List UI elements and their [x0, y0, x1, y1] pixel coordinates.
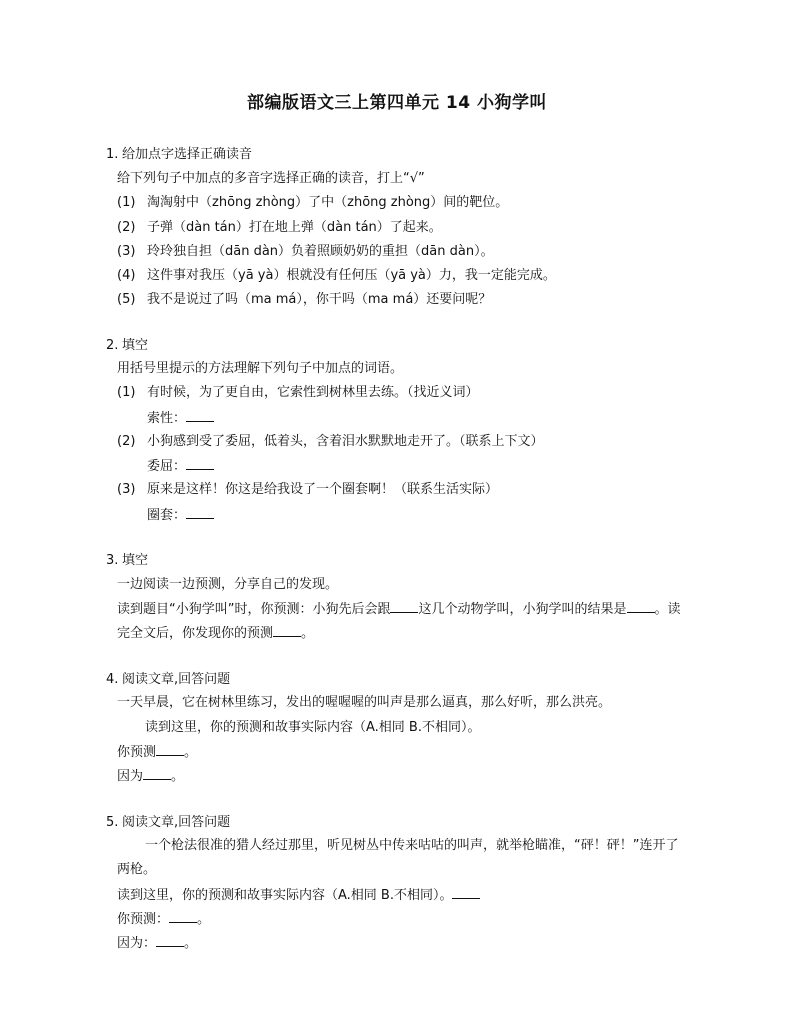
question-number: 4.	[106, 672, 119, 687]
item-mark: (2)	[117, 220, 136, 235]
item-text: 原来是这样！你这是给我设了一个圈套啊！（联系生活实际）	[147, 482, 499, 497]
question-number: 5.	[106, 815, 119, 830]
item-mark: (3)	[117, 244, 136, 259]
question-3-heading	[106, 552, 148, 570]
reason-label: 因为：	[117, 936, 157, 951]
answer-blank[interactable]	[169, 910, 197, 923]
question-1-item	[117, 243, 494, 261]
question-5-reason	[117, 934, 197, 953]
question-4-reason	[117, 767, 184, 786]
period: 。	[171, 769, 185, 784]
period: 。	[184, 745, 198, 760]
answer-blank[interactable]	[186, 506, 214, 519]
predict-label: 你预测	[117, 745, 157, 760]
paragraph-text: 读到题目“小狗学叫”时，你预测：小狗先后会跟	[117, 602, 391, 617]
question-4-heading	[106, 671, 230, 689]
question-title: 填空	[122, 553, 149, 568]
item-text: 有时候，为了更自由，它索性到树林里去练。（找近义词）	[147, 385, 479, 400]
item-mark: (1)	[117, 195, 136, 210]
question-title: 给加点字选择正确读音	[122, 147, 253, 162]
answer-blank[interactable]	[390, 600, 418, 613]
item-mark: (4)	[117, 268, 136, 283]
question-4-predict	[117, 743, 197, 762]
question-1-item	[117, 267, 556, 285]
item-text: 小狗感到受了委屈，低着头，含着泪水默默地走开了。（联系上下文）	[147, 434, 544, 449]
answer-blank[interactable]	[627, 600, 655, 613]
answer-label: 索性：	[147, 411, 187, 426]
question-5-predict	[117, 910, 210, 929]
reason-label: 因为	[117, 769, 144, 784]
question-1-heading	[106, 146, 252, 164]
question-title: 阅读文章,回答问题	[122, 815, 231, 830]
question-number: 2.	[106, 338, 119, 353]
answer-blank[interactable]	[156, 743, 184, 756]
question-4-prompt: 读到这里，你的预测和故事实际内容（A.相同 B.不相同）。	[145, 720, 481, 735]
item-mark: (1)	[117, 385, 136, 400]
item-mark: (2)	[117, 434, 136, 449]
item-text: 玲玲独自担（dān dàn）负着照顾奶奶的重担（dān dàn）。	[147, 244, 494, 259]
answer-line	[147, 457, 214, 476]
question-2-intro: 用括号里提示的方法理解下列句子中加点的词语。	[117, 361, 404, 376]
answer-blank[interactable]	[156, 934, 184, 947]
item-mark: (3)	[117, 482, 136, 497]
paragraph-text: 。	[301, 626, 315, 641]
answer-label: 委屈：	[147, 459, 187, 474]
paragraph-text: 完全文后，你发现你的预测	[117, 626, 274, 641]
question-5-passage-line-2: 两枪。	[117, 862, 157, 877]
question-title: 阅读文章,回答问题	[122, 672, 231, 687]
question-3-intro: 一边阅读一边预测，分享自己的发现。	[117, 577, 339, 592]
item-text: 子弹（dàn tán）打在地上弹（dàn tán）了起来。	[147, 220, 442, 235]
answer-blank[interactable]	[186, 457, 214, 470]
answer-line	[147, 409, 214, 428]
answer-blank[interactable]	[452, 886, 480, 899]
answer-blank[interactable]	[273, 624, 301, 637]
question-3-paragraph-line-1	[117, 600, 681, 619]
prompt-text: 读到这里，你的预测和故事实际内容（A.相同 B.不相同）。	[117, 888, 453, 903]
question-1-item	[117, 291, 491, 309]
question-2-item	[117, 384, 479, 402]
answer-line	[147, 506, 214, 525]
answer-blank[interactable]	[143, 767, 171, 780]
period: 。	[197, 912, 211, 927]
answer-label: 圈套：	[147, 508, 187, 523]
question-1-item	[117, 194, 508, 212]
question-number: 1.	[106, 147, 119, 162]
question-1-item	[117, 219, 442, 237]
question-5-prompt	[117, 886, 480, 905]
paragraph-text: 这几个动物学叫，小狗学叫的结果是	[418, 602, 627, 617]
period: 。	[184, 936, 198, 951]
question-4-passage: 一天早晨，它在树林里练习，发出的喔喔喔的叫声是那么逼真，那么好听，那么洪亮。	[117, 695, 612, 710]
paragraph-text: 。读	[654, 602, 681, 617]
question-5-passage-line-1: 一个枪法很准的猎人经过那里，听见树丛中传来咕咕的叫声，就举枪瞄准，“砰！砰！”连开了	[145, 838, 679, 853]
question-2-item	[117, 433, 544, 451]
question-1-intro: 给下列句子中加点的多音字选择正确的读音，打上“√”	[117, 171, 425, 186]
question-title: 填空	[122, 338, 149, 353]
predict-label: 你预测：	[117, 912, 170, 927]
question-number: 3.	[106, 553, 119, 568]
item-text: 这件事对我压（yā yà）根就没有任何压（yā yà）力，我一定能完成。	[147, 268, 556, 283]
item-mark: (5)	[117, 292, 136, 307]
question-2-heading	[106, 337, 148, 355]
question-5-heading	[106, 814, 230, 832]
page-title: 部编版语文三上第四单元 14 小狗学叫	[247, 93, 547, 113]
question-2-item	[117, 481, 498, 499]
question-3-paragraph-line-2	[117, 624, 314, 643]
item-text: 我不是说过了吗（ma má），你干吗（ma má）还要问呢？	[147, 292, 492, 307]
item-text: 淘淘射中（zhōng zhòng）了中（zhōng zhòng）间的靶位。	[147, 195, 509, 210]
answer-blank[interactable]	[186, 409, 214, 422]
